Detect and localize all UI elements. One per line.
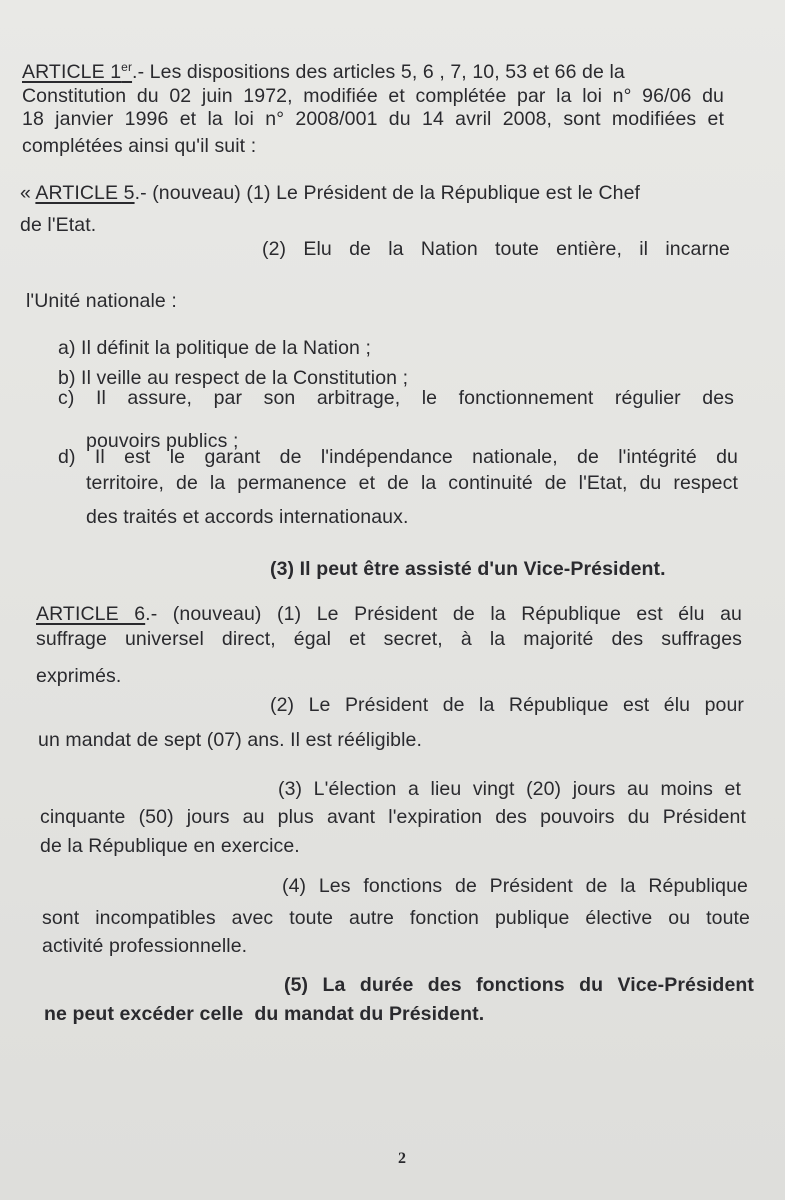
article-5-p3: (3) Il peut être assisté d'un Vice-Président. (270, 558, 666, 580)
article-6-p4-line-1: (4) Les fonctions de Président de la République (282, 875, 748, 897)
article-5-heading: ARTICLE 5 (35, 182, 135, 204)
article-5-line-2: de l'Etat. (20, 214, 97, 236)
article-5-item-a: a) Il définit la politique de la Nation ; (58, 337, 372, 359)
article-5-item-d-line-1: d) Il est le garant de l'indépendance nationale, de l'intégrité du (58, 446, 738, 468)
article-6-p3-line-2: cinquante (50) jours au plus avant l'expiration des pouvoirs du Président (40, 806, 746, 828)
article-6-p5-line-2: ne peut excéder celle du mandat du Président. (44, 1003, 485, 1025)
article-6-line-1: ARTICLE 6.- (nouveau) (1) Le Président de la République est élu au (36, 603, 742, 625)
article-5-item-c-line-2: pouvoirs publics ; (86, 430, 239, 452)
article-1-line-1: ARTICLE 1er.- Les dispositions des articles 5, 6 , 7, 10, 53 et 66 de la (22, 60, 625, 83)
article-5-item-d-line-3: des traités et accords internationaux. (86, 506, 409, 528)
article-5-item-c-line-1: c) Il assure, par son arbitrage, le fonctionnement régulier des (58, 387, 734, 409)
article-5-item-b: b) Il veille au respect de la Constitution ; (58, 367, 409, 389)
article-6-p3-line-3: de la République en exercice. (40, 835, 300, 857)
article-1-line-4: complétées ainsi qu'il suit : (22, 135, 257, 157)
article-6-heading: ARTICLE 6 (36, 603, 146, 625)
article-1-line-2: Constitution du 02 juin 1972, modifiée et complétée par la loi n° 96/06 du (22, 85, 724, 107)
article-5-p2-line-1: (2) Elu de la Nation toute entière, il incarne (262, 238, 730, 260)
article-5-line-1: « ARTICLE 5.- (nouveau) (1) Le Président de la République est le Chef (20, 182, 641, 204)
article-6-line-2: suffrage universel direct, égal et secret, à la majorité des suffrages (36, 628, 742, 650)
article-6-p2-line-1: (2) Le Président de la République est élu pour (270, 694, 744, 716)
article-1-heading: ARTICLE 1er (22, 60, 133, 83)
article-5-p2-line-2: l'Unité nationale : (26, 290, 177, 312)
article-6-p4-line-3: activité professionnelle. (42, 935, 248, 957)
article-6-p2-line-2: un mandat de sept (07) ans. Il est rééligible. (38, 729, 422, 751)
article-6-p5-line-1: (5) La durée des fonctions du Vice-Président (284, 974, 754, 996)
article-6-p4-line-2: sont incompatibles avec toute autre fonction publique élective ou toute (42, 907, 750, 929)
article-6-p3-line-1: (3) L'élection a lieu vingt (20) jours au moins et (278, 778, 741, 800)
article-5-item-d-line-2: territoire, de la permanence et de la continuité de l'Etat, du respect (86, 472, 738, 494)
article-1-line-3: 18 janvier 1996 et la loi n° 2008/001 du 14 avril 2008, sont modifiées et (22, 108, 724, 130)
article-6-line-3: exprimés. (36, 665, 122, 687)
page-number: 2 (398, 1150, 406, 1167)
